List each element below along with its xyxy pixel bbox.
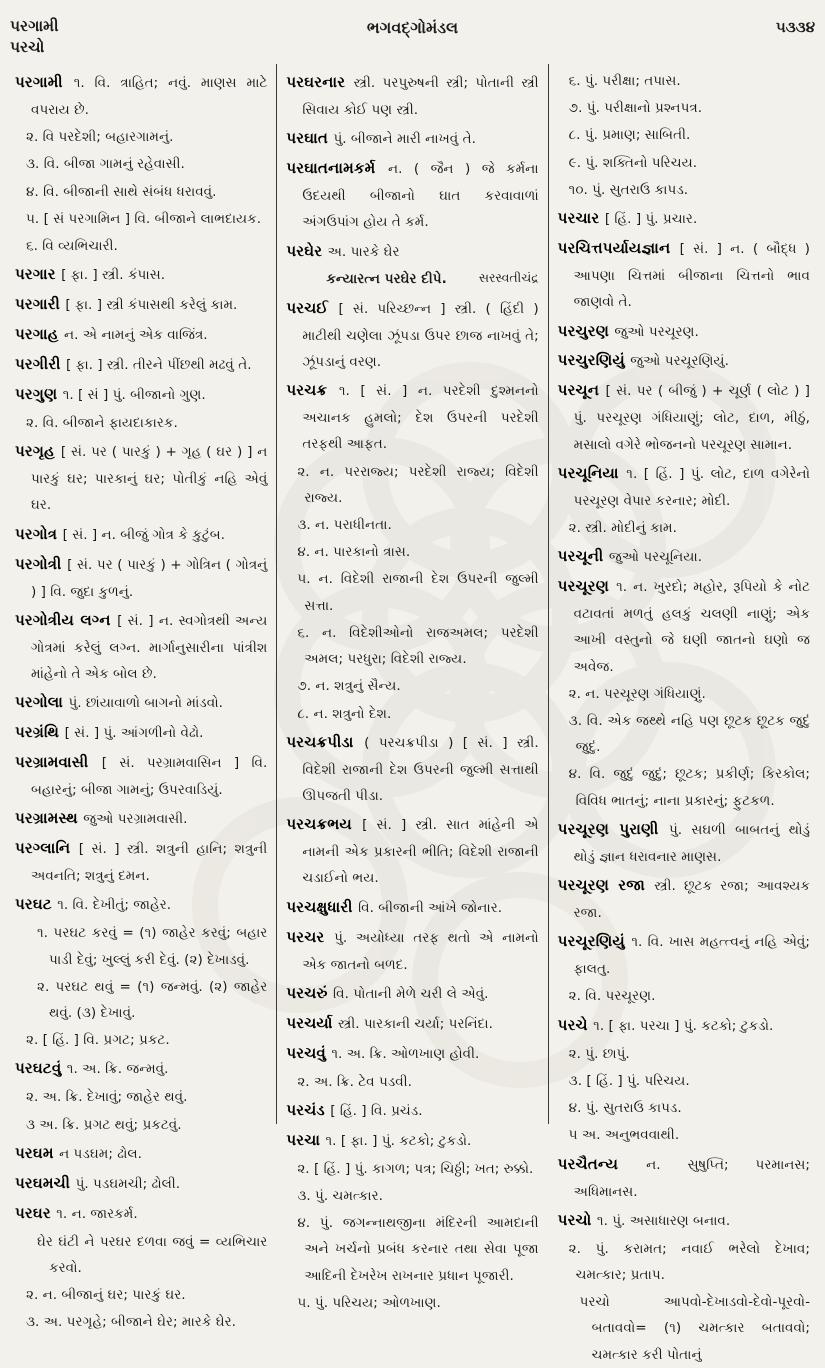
dictionary-entry-line: ૪. વિ. જુદું જુદું; છૂટક; પ્રકીર્ણ; કિરકોલ; વિવિધ ભાતનું; નાના પ્રકારનું; ફુટકળ. [568, 766, 810, 809]
dictionary-entry-line: ૩. ન. પરાધીનતા. [297, 516, 392, 533]
entry-headword: પરચર્યા [286, 1013, 339, 1032]
dictionary-entry-line: પરગુણ ૧. [ સં ] પું. બીજાનો ગુણ. [15, 385, 206, 404]
dictionary-entry-line: ૫. [ સં પરગામિન ] વિ. બીજાને લાભદાયક. [26, 210, 262, 227]
dictionary-entry-line: પરગોત્ર [ સં. ] ન. બીજું ગોત્ર કે કુટુંબ. [15, 524, 225, 543]
entry-headword: પરચો [557, 1210, 597, 1229]
entry-headword: પરચુરણિયું [557, 351, 631, 370]
entry-headword: પરગૃહ [15, 442, 61, 461]
dictionary-entry-line [286, 266, 538, 292]
dictionary-entry-line: પરચુરણિયું જુઓ પરચૂરણિયું. [557, 351, 729, 370]
dictionary-entry-line: ૩. વિ. બીજા ગામનું રહેવાસી. [26, 156, 185, 173]
dictionary-entry-line: પરચિત્તપર્યાયજ્ઞાન [ સં. ] ન. ( બૌદ્ધ ) આપણા ચિત્તમાં બીજાના ચિત્તનો ભાવ જાણવો તે. [557, 239, 810, 311]
dictionary-entry-line: ૫. ન. વિદેશી રાજાની દેશ ઉપરની જુલ્મી સત્તા. [297, 571, 539, 614]
entry-headword: પરચૂની [557, 547, 609, 566]
page-number: ૫૩૩૪ [775, 18, 815, 36]
dictionary-entry-line: પરચૂનિયા ૧. [ હિં. ] પું. લોટ, દાળ વગેરેનો પરચૂરણ વેપાર કરનાર; મોદી. [557, 463, 810, 509]
entry-headword: પરચૂનિયા [557, 463, 627, 482]
dictionary-entry-line: પરચૂરણ રજા સ્ત્રી. છૂટક રજા; આવશ્યક રજા. [557, 876, 810, 922]
entry-headword: પરઘટવું [15, 1059, 67, 1078]
dictionary-entry-line: પરગોત્રીય લગ્ન [ સં. ] ન. સ્વગોત્રથી અન્ય ગોત્રમાં કરેલું લગ્ન. માર્ગાનુસારીના પાંત્રીશ માંહેનો તે એક બોલ છે. [15, 610, 268, 682]
guide-word-top: પરગામી [10, 17, 59, 35]
entry-headword: પરચક્રપીડા [286, 732, 365, 751]
entry-headword: પરચૂરણિયું [557, 932, 632, 951]
dictionary-entry-line: ૨. ન. બીજાનું ઘર; પારકું ઘર. [26, 1287, 186, 1304]
entry-headword: પરઘાત [286, 129, 334, 148]
dictionary-entry-line: પરચૈતન્ય ન. સુષુપ્તિ; પરમાનસ; અધિમાનસ. [557, 1154, 810, 1200]
dictionary-entry-line: ૩. [ હિં. ] પું. પરિચય. [568, 1072, 690, 1089]
entry-headword: પરગુણ [15, 385, 63, 404]
dictionary-entry-line: ૨. [ હિં. ] વિ. પ્રગટ; પ્રકટ. [26, 1032, 170, 1049]
dictionary-entry-line: પરગ્રામસ્થ જુઓ પરગ્રામવાસી. [15, 809, 188, 828]
dictionary-entry-line: ૩. પું. ચમત્કાર. [297, 1187, 383, 1204]
dictionary-entry-line: ૭. પું. પરીક્ષાનો પ્રશ્નપત્ર. [568, 100, 703, 117]
dictionary-entry-line: ૭. ન. શત્રુનું સૈન્ય. [297, 678, 401, 695]
entry-headword: પરગ્લાનિ [15, 839, 79, 858]
entry-headword: પરચૂરણ રજા [557, 876, 655, 895]
entry-headword: પરચક્રભય [286, 815, 363, 834]
dictionary-entry-line: પરગ્રામવાસી [ સં. પરગ્રામવાસિન ] વિ. બહારનું; બીજા ગામનું; ઉપરવાડિયું. [15, 753, 268, 798]
entry-headword: પરચા [286, 1130, 326, 1149]
dictionary-entry-line: ૪. પું. સુતરાઉ કાપડ. [568, 1100, 682, 1117]
dictionary-entry-line: ૨. વિ. બીજાને ફાયદાકારક. [26, 415, 178, 432]
quote-attribution: સરસ્વતીચંદ્ર [478, 270, 539, 286]
dictionary-entry-line: ૨. પું. કરામત; નવાઈ ભરેલો દેખાવ; ચમત્કાર; પ્રતાપ. [568, 1240, 810, 1283]
entry-headword: પરચક્ર [286, 381, 339, 400]
dictionary-entry-line: પરગોલા પું. છાંયાવાળો બાગનો માંડવો. [15, 693, 223, 712]
entry-headword: પરઘરનાર [286, 73, 354, 91]
entry-headword: પરચૂરણ [557, 577, 617, 596]
dictionary-entry-line: ૬. પું. પરીક્ષા; તપાસ. [568, 73, 681, 89]
entry-headword: પરચાર [557, 209, 605, 228]
dictionary-entry-line: પરઘટ ૧. વિ. દેખીતું; જાહેર. [15, 895, 172, 914]
dictionary-entry-line: પરચૂરણ પુરાણી પું. સઘળી બાબતનું થોડું થોડું જ્ઞાન ધરાવનાર માણસ. [557, 819, 810, 865]
dictionary-entry-line: ૧. પરઘટ કરવું = (૧) જાહેર કરવું; બહાર પાડી દેવું; ખુલ્લું કરી દેવું. (૨) દેખાડવું. [37, 925, 268, 968]
dictionary-entry-line: પરચક્રભય [ સં. ] સ્ત્રી. સાત માંહેની એ નામની એક પ્રકારની ભીતિ; વિદેશી રાજાની ચડાઈનો ભય. [286, 815, 539, 887]
guide-word-bottom: પરચો [10, 37, 45, 56]
dictionary-entry-line: ૨. અ. ક્રિ. ટેવ પડવી. [297, 1073, 412, 1090]
dictionary-entry-line: પરચુરણ જુઓ પરચૂરણ. [557, 321, 699, 340]
dictionary-entry-line: પરચૂન [ સં. પર ( બીજું ) + ચૂર્ણ ( લોટ ) ] પું. પરચૂરણ ગંધિયાણું; લોટ, દાળ, મીઠું, મસાલો વગેરે ભોજનનો પરચૂરણ સામાન. [557, 381, 810, 453]
dictionary-entry-line: પરગૃહ [ સં. પર ( પારકું ) + ગૃહ ( ઘર ) ] ન પારકું ઘર; પારકાનું ઘર; પોતીકું નહિ એવું ઘર. [15, 442, 268, 514]
dictionary-entry-line: ૨. ન. પરચૂરણ ગંધિયાણું. [568, 685, 706, 702]
dictionary-entry-line: ૨. અ. ક્રિ. દેખાવું; જાહેર થવું. [26, 1089, 188, 1106]
entry-headword: પરગ્રંથિ [15, 723, 65, 742]
dictionary-entry-line: પરચઈ [ સં. પરિચ્છન્ન ] સ્ત્રી. ( હિંદી ) માટીથી ચણેલા ઝૂંપડા ઉપર છાજ નાખવું તે; ઝૂંપડાનું વરણ. [286, 298, 539, 370]
entry-headword: પરચર [286, 927, 335, 946]
column-1 [6, 64, 276, 1331]
dictionary-entry-line: પરઘર ૧. ન. જારકર્મ. [15, 1203, 138, 1222]
dictionary-entry-line: પરચવું ૧. અ. ક્રિ. ઓળખાણ હોવી. [286, 1043, 480, 1062]
dictionary-entry-line: ૪. પું. જગન્નાથજીના મંદિરની આમદાની અને ખર્ચનો પ્રબંધ કરનાર તથા સેવા પૂજા આદિની દેખરેખ રાખનાર પ્રધાન પૂજારી. [297, 1215, 539, 1284]
dictionary-entry-line: ૮. પું. પ્રમાણ; સાબિતી. [568, 127, 691, 144]
entry-headword: પરચૂન [557, 381, 606, 400]
dictionary-entry-line: પરગામી ૧. વિ. ત્રાહિત; નવું. માણસ માટે વપરાય છે. [15, 73, 268, 118]
dictionary-entry-line: ૩ અ. ક્રિ. પ્રગટ થવું; પ્રકટવું. [26, 1116, 182, 1133]
entry-headword: પરચે [557, 1015, 594, 1034]
text-columns [0, 64, 825, 1363]
guide-words [10, 16, 270, 58]
dictionary-entry-line: પરચંડ [ હિં. ] વિ. પ્રચંડ. [286, 1100, 423, 1119]
entry-headword: પરચઈ [286, 298, 339, 317]
dictionary-entry-line: ૬. વિ વ્યભિચારી. [26, 238, 118, 255]
dictionary-entry-line: પરચરું વિ. પોતાની મેળે ચરી લે એવું. [286, 983, 489, 1002]
dictionary-entry-line: ૫. પું. પરિચય; ઓળખાણ. [297, 1294, 441, 1311]
entry-headword: પરઘાતનામકર્મ [286, 159, 388, 178]
dictionary-entry-line: ૨. પરઘટ થવું = (૧) જન્મવું. (૨) જાહેર થવું. (૩) દેખાવું. [37, 978, 268, 1021]
entry-headword: પરગોત્રી [15, 554, 68, 573]
dictionary-entry-line: પરચો આપવો-દેખાડવો-દેવો-પૂરવો-બતાવવો= (૧) ચમત્કાર બતાવવો; ચમત્કાર કરી પોતાનું [579, 1294, 810, 1363]
book-title: ભગવદ્ગોમંડલ [366, 18, 459, 37]
dictionary-entry-line: પરચક્રપીડા ( પરચક્રપીડા ) [ સં. ] સ્ત્રી. વિદેશી રાજાની દેશ ઉપરની જુલ્મી સત્તાથી ઊપજતી પીડા. [286, 732, 539, 805]
dictionary-entry-line: ૬. ન. વિદેશીઓનો રાજઅમલ; પરદેશી અમલ; પરધુરા; વિદેશી રાજ્ય. [297, 624, 539, 668]
entry-headword: પરઘમ [15, 1143, 60, 1162]
dictionary-entry-line: ઘેર ઘંટી ને પરઘર દળવા જવું = વ્યભિચાર કરવો. [37, 1233, 268, 1276]
entry-headword: પરચુરણ [557, 321, 615, 340]
dictionary-entry-line: પરગ્લાનિ [ સં. ] સ્ત્રી. શત્રુની હાનિ; શત્રુની અવનતિ; શત્રુનું દમન. [15, 839, 268, 885]
dictionary-entry-line: ૩. વિ. એક જથ્થે નહિ પણ છૂટક છૂટક જુદું જુદું. [568, 713, 810, 756]
dictionary-entry-line: પરઘેર અ. પારકે ઘેર [286, 241, 400, 260]
entry-headword: પરગ્રામસ્થ [15, 809, 84, 828]
dictionary-entry-line: પરઘમચી પું. પડઘમચી; ઢોલી. [15, 1173, 181, 1192]
dictionary-entry-line: પરગોત્રી [ સં. પર ( પારકું ) + ગોત્રિન ( ગોત્રનું ) ] વિ. જુદા કુળનું. [15, 554, 268, 600]
dictionary-entry-line: પરચક્ર ૧. [ સં. ] ન. પરદેશી દુશ્મનનો અચાનક હુમલો; દેશ ઉપરની પરદેશી તરફથી આફત. [286, 381, 539, 453]
dictionary-entry-line: પરગ્રંથિ [ સં. ] પું. આંગળીનો વેઢો. [15, 723, 204, 742]
dictionary-entry-line: પરચૂરણ ૧. ન. ખુરદો; મહોર, રૂપિયો કે નોટ વટાવતાં મળતું હલકું ચલણી નાણું; એક આખી વસ્તુનો જે ઘણી જાતનો ઘણો જ અવેજ. [557, 577, 810, 675]
dictionary-entry-line: પરચક્ષુધારી વિ. બીજાની આંખે જોનાર. [286, 897, 503, 916]
entry-headword: પરઘેર [286, 241, 328, 260]
dictionary-entry-line: ૨. પું. છાપું. [568, 1045, 630, 1062]
dictionary-entry-line: ૨. ન. પરરાજ્ય; પરદેશી રાજ્ય; વિદેશી રાજ્ય. [297, 463, 539, 506]
dictionary-entry-line: ૫ અ. અનુભવવાથી. [568, 1127, 680, 1144]
dictionary-entry-line: પરગાર [ ફા. ] સ્ત્રી. કંપાસ. [15, 265, 166, 284]
dictionary-entry-line: પરઘાતનામકર્મ ન. ( જૈન ) જે કર્મના ઉદયથી બીજાનો ઘાત કરવાવાળાં અંગઉપાંગ હોય તે કર્મ. [286, 159, 539, 231]
dictionary-entry-line: પરચો ૧. પું. અસાધારણ બનાવ. [557, 1210, 731, 1229]
entry-headword: પરચંડ [286, 1100, 331, 1119]
dictionary-entry-line: પરચૂરણિયું ૧. વિ. ખાસ મહત્ત્વનું નહિ એવું; ફાલતુ. [557, 932, 810, 978]
dictionary-entry-line: ૨. વિ પરદેશી; બહારગામનું. [26, 129, 174, 146]
dictionary-entry-line: પરચા ૧. [ ફા. ] પું. કટકો; ટુકડો. [286, 1130, 472, 1149]
entry-headword: પરગામી [15, 73, 74, 91]
entry-headword: પરગારી [15, 295, 66, 314]
dictionary-entry-line: ૨. [ હિં. ] પું. કાગળ; પત્ર; ચિઠ્ઠી; ખત; રુક્કો. [297, 1160, 534, 1177]
dictionary-entry-line: પરગીરી [ ફા. ] સ્ત્રી. તીરને પીંછથી મઢવું તે. [15, 355, 252, 374]
dictionary-entry-line: ૯. પું. શક્તિનો પરિચય. [568, 154, 698, 171]
page-header [0, 0, 825, 64]
dictionary-entry-line: ૩. અ. પરગૃહે; બીજાને ઘેર; મારકે ઘેર. [26, 1314, 236, 1331]
dictionary-entry-line: ૨. વિ. પરચૂરણ. [568, 988, 656, 1005]
column-2 [276, 64, 548, 1311]
entry-headword: પરચિત્તપર્યાયજ્ઞાન [557, 239, 680, 258]
dictionary-entry-line: ૨. સ્ત્રી. મોદીનું કામ. [568, 519, 677, 536]
entry-headword: પરગોલા [15, 693, 69, 712]
dictionary-entry-line: પરચર્યા સ્ત્રી. પારકાની ચર્યા; પરનિંદા. [286, 1013, 493, 1032]
quote-text: કન્યારત્ન પરઘેર દીપે. [326, 271, 447, 288]
dictionary-entry-line: ૪. ન. પારકાનો ત્રાસ. [297, 544, 411, 561]
dictionary-entry-line: પરચે ૧. [ ફા. પરચા ] પું. કટકો; ટુકડો. [557, 1015, 774, 1034]
entry-headword: પરગાર [15, 265, 62, 284]
dictionary-entry-line: ૪. વિ. બીજાની સાથે સંબંધ ધરાવવું. [26, 183, 217, 200]
entry-headword: પરઘટ [15, 895, 58, 914]
entry-headword: પરચૈતન્ય [557, 1154, 647, 1173]
dictionary-entry-line: ૮. ન. શત્રુનો દેશ. [297, 705, 392, 722]
entry-headword: પરગ્રામવાસી [15, 753, 102, 772]
entry-headword: પરગાહ [15, 325, 65, 344]
dictionary-entry-line: પરઘરનાર સ્ત્રી. પરપુરુષની સ્ત્રી; પોતાની સ્ત્રી સિવાય કોઈ પણ સ્ત્રી. [286, 73, 539, 118]
dictionary-entry-line: પરગારી [ ફા. ] સ્ત્રી કંપાસથી કરેલું કામ. [15, 295, 238, 314]
entry-headword: પરચવું [286, 1043, 332, 1062]
entry-headword: પરઘર [15, 1203, 57, 1222]
dictionary-entry-line: પરગાહ ન. એ નામનું એક વાજિંત્ર. [15, 325, 208, 344]
dictionary-entry-line: પરચર પું. અયોધ્યા તરફ થતો એ નામનો એક જાતનો બળદ. [286, 927, 539, 973]
entry-headword: પરચરું [286, 983, 334, 1002]
entry-headword: પરગોત્રીય લગ્ન [15, 610, 118, 629]
entry-headword: પરચક્ષુધારી [286, 897, 359, 916]
dictionary-entry-line: પરઘટવું ૧. અ. ક્રિ. જન્મવું. [15, 1059, 169, 1078]
column-3 [549, 64, 819, 1363]
dictionary-entry-line: ૧૦. પું. સુતરાઉ કાપડ. [568, 181, 689, 198]
entry-headword: પરગોત્ર [15, 524, 63, 543]
dictionary-entry-line: પરઘાત પું. બીજાને મારી નાખવું તે. [286, 129, 476, 148]
entry-headword: પરચૂરણ પુરાણી [557, 819, 669, 838]
dictionary-entry-line: પરઘમ ન પડઘમ; ઢોલ. [15, 1143, 142, 1162]
entry-headword: પરગીરી [15, 355, 66, 374]
dictionary-entry-line: પરચાર [ હિં. ] પું. પ્રચાર. [557, 209, 698, 228]
entry-headword: પરઘમચી [15, 1173, 76, 1192]
dictionary-entry-line: પરચૂની જુઓ પરચૂનિયા. [557, 547, 703, 566]
